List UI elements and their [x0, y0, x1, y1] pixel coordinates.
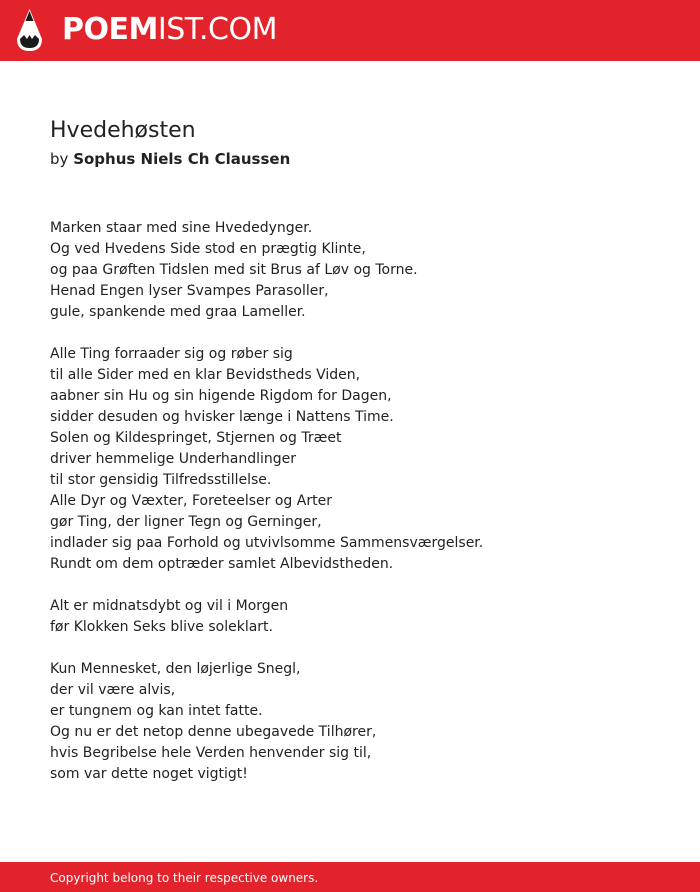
- poem-line: er tungnem og kan intet fatte.: [50, 703, 263, 719]
- site-logo-text[interactable]: [62, 11, 277, 49]
- poem-stanza: [50, 344, 670, 575]
- poem-line: og paa Grøften Tidslen med sit Brus af Løv og Torne.: [50, 262, 418, 278]
- poem-line: Og ved Hvedens Side stod en prægtig Klinte,: [50, 241, 366, 257]
- poem-line: der vil være alvis,: [50, 682, 176, 698]
- poem-line: Og nu er det netop denne ubegavede Tilhører,: [50, 724, 377, 740]
- site-footer: [0, 862, 700, 892]
- poem-line: hvis Begribelse hele Verden henvender sig til,: [50, 745, 372, 761]
- poem-byline: [50, 148, 290, 170]
- poem-line: Alle Ting forraader sig og røber sig: [50, 346, 293, 362]
- poem-line: Marken staar med sine Hvededynger.: [50, 220, 313, 236]
- poem-line: Henad Engen lyser Svampes Parasoller,: [50, 283, 329, 299]
- site-header: [0, 0, 700, 61]
- poem-stanza: [50, 218, 670, 323]
- poem-line: Alt er midnatsdybt og vil i Morgen: [50, 598, 289, 614]
- poem-line: indlader sig paa Forhold og utvivlsomme Sammensværgelser.: [50, 535, 484, 551]
- poem-line: til alle Sider med en klar Bevidstheds Viden,: [50, 367, 361, 383]
- poem-line: Solen og Kildespringet, Stjernen og Træet: [50, 430, 342, 446]
- poem-line: som var dette noget vigtigt!: [50, 766, 248, 782]
- poem-line: driver hemmelige Underhandlinger: [50, 451, 296, 467]
- by-label: by: [50, 150, 69, 168]
- poem-line: Rundt om dem optræder samlet Albevidstheden.: [50, 556, 394, 572]
- poem-line: Alle Dyr og Væxter, Foreteelser og Arter: [50, 493, 332, 509]
- poem-line: sidder desuden og hvisker længe i Nattens Time.: [50, 409, 394, 425]
- poem-line: Kun Mennesket, den løjerlige Snegl,: [50, 661, 301, 677]
- poem-line: aabner sin Hu og sin higende Rigdom for Dagen,: [50, 388, 392, 404]
- copyright-text: Copyright belong to their respective owners.: [50, 871, 319, 885]
- poem-line: gør Ting, der ligner Tegn og Gerninger,: [50, 514, 322, 530]
- poem-stanza: [50, 659, 670, 785]
- poem-line: til stor gensidig Tilfredsstillelse.: [50, 472, 272, 488]
- poem-title: Hvedehøsten: [50, 118, 196, 143]
- poem-body: [50, 218, 670, 806]
- logo-bold-part: POEM: [62, 12, 158, 47]
- poem-line: før Klokken Seks blive soleklart.: [50, 619, 273, 635]
- author-name: Sophus Niels Ch Claussen: [73, 150, 291, 168]
- logo-light-part: IST.COM: [157, 12, 277, 47]
- pencil-logo-icon[interactable]: [16, 9, 43, 51]
- poem-stanza: [50, 596, 670, 638]
- poem-line: gule, spankende med graa Lameller.: [50, 304, 306, 320]
